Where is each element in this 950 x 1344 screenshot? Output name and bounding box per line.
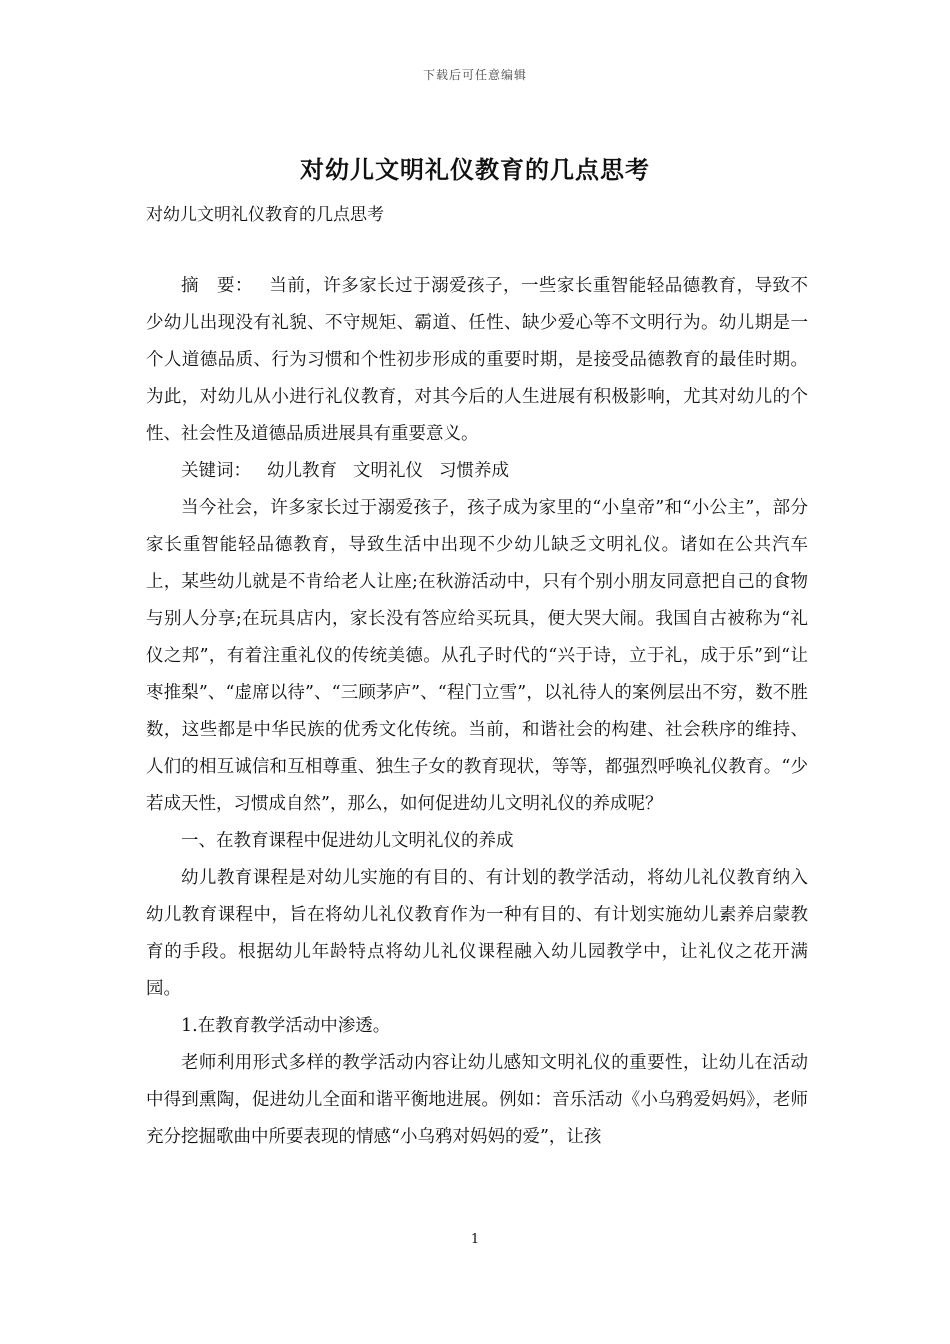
keywords-paragraph [146,453,808,490]
subsection-heading: 1.在教育教学活动中渗透。 [181,1016,391,1036]
section-heading: 一、在教育课程中促进幼儿文明礼仪的养成 [181,831,514,851]
body-paragraph: 当今社会，许多家长过于溺爱孩子，孩子成为家里的“小皇帝”和“小公主”，部分家长重智能轻品德教育，导致生活中出现不少幼儿缺乏文明礼仪。诸如在公共汽车上，某些幼儿就是不肯给老人让座;在秋游活动中，只有个别小朋友同意把自己的食物与别人分享;在玩具店内，家长没有答应给买玩具，便大哭大闹。我国自古被称为“礼仪之邦”，有着注重礼仪的传统美德。从孔子时代的“兴于诗，立于礼，成于乐”到“让枣推梨”、“虚席以待”、“三顾茅庐”、“程门立雪”，以礼待人的案例层出不穷，数不胜数，这些都是中华民族的优秀文化传统。当前，和谐社会的构建、社会秩序的维持、人们的相互诚信和互相尊重、独生子女的教育现状，等等，都强烈呼唤礼仪教育。“少若成天性，习惯成自然”，那么，如何促进幼儿文明礼仪的养成呢？ [146,498,808,814]
abstract-text: 当前，许多家长过于溺爱孩子，一些家长重智能轻品德教育，导致不少幼儿出现没有礼貌、不守规矩、霸道、任性、缺少爱心等不文明行为。幼儿期是一个人道德品质、行为习惯和个性初步形成的重要时期，是接受品德教育的最佳时期。为此，对幼儿从小进行礼仪教育，对其今后的人生进展有积极影响，尤其对幼儿的个性、社会性及道德品质进展具有重要意义。 [146,276,809,444]
page-title: 对幼儿文明礼仪教育的几点思考 [300,155,650,184]
header-note: 下载后可任意编辑 [422,68,527,82]
abstract-label: 摘 要： [181,276,253,296]
keyword-item: 习惯养成 [439,461,509,481]
body-paragraph: 老师利用形式多样的教学活动内容让幼儿感知文明礼仪的重要性，让幼儿在活动中得到熏陶，促进幼儿全面和谐平衡地进展。例如：音乐活动《小乌鸦爱妈妈》，老师充分挖掘歌曲中所要表现的情感“小乌鸦对妈妈的爱”，让孩 [146,1053,808,1147]
page-subtitle: 对幼儿文明礼仪教育的几点思考 [146,205,384,225]
document-body [146,268,808,1156]
keywords-label: 关键词： [181,461,251,481]
keyword-item: 文明礼仪 [353,461,423,481]
page-number: 1 [470,1232,480,1247]
keyword-item: 幼儿教育 [267,461,337,481]
abstract-paragraph [146,268,808,453]
body-paragraph: 幼儿教育课程是对幼儿实施的有目的、有计划的教学活动，将幼儿礼仪教育纳入幼儿教育课程中，旨在将幼儿礼仪教育作为一种有目的、有计划实施幼儿素养启蒙教育的手段。根据幼儿年龄特点将幼儿礼仪课程融入幼儿园教学中，让礼仪之花开满园。 [146,868,808,999]
